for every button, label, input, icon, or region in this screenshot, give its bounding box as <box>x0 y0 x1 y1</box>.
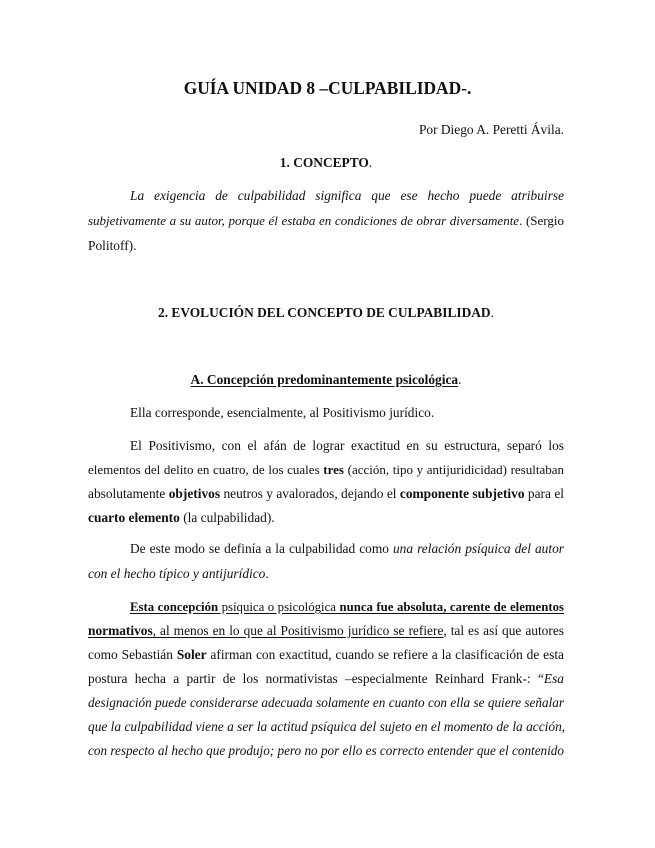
paragraph-2-line-3: absolutamente objetivos neutros y avalorados, dejando el componente subjetivo para el <box>88 486 564 501</box>
paragraph-1: Ella corresponde, esencialmente, al Positivismo jurídico. <box>130 405 435 420</box>
paragraph-4-line-4: postura hecha a partir de los normativistas –especialmente Reinhard Frank-: “Esa <box>88 671 564 686</box>
paragraph-3-line-1: De este modo se definía a la culpabilidad como una relación psíquica del autor <box>130 541 564 556</box>
concept-line-1: La exigencia de culpabilidad significa que ese hecho puede atribuirse <box>130 188 564 203</box>
paragraph-4-line-3: como Sebastián Soler afirman con exactitud, cuando se refiere a la clasificación de esta <box>88 647 564 662</box>
concept-line-3: Politoff). <box>88 238 137 253</box>
paragraph-4-line-6: que la culpabilidad viene a ser la actitud psíquica del sujeto en el momento de la acción, <box>88 719 566 734</box>
paragraph-3-line-2: con el hecho típico y antijurídico. <box>88 566 269 581</box>
paragraph-2-line-2: elementos del delito en cuatro, de los cuales tres (acción, tipo y antijuridicidad) resultaban <box>88 462 564 477</box>
concept-line-2: subjetivamente a su autor, porque él estaba en condiciones de obrar diversamente. (Sergio <box>88 213 564 228</box>
paragraph-2-line-4: cuarto elemento (la culpabilidad). <box>88 510 275 525</box>
subsection-a-heading: A. Concepción predominantemente psicológica. <box>190 372 462 387</box>
paragraph-4-line-5: designación puede considerarse adecuada solamente en cuanto con ella se quiere señalar <box>88 695 564 710</box>
section-2-heading: 2. EVOLUCIÓN DEL CONCEPTO DE CULPABILIDAD. <box>158 305 494 320</box>
section-1-heading: 1. CONCEPTO. <box>279 155 373 170</box>
paragraph-4-line-2: normativos, al menos en lo que al Positivismo jurídico se refiere, tal es así que autores <box>88 623 564 638</box>
document-title: GUÍA UNIDAD 8 –CULPABILIDAD-. <box>183 78 472 98</box>
author-line: Por Diego A. Peretti Ávila. <box>418 122 564 137</box>
paragraph-4-line-7: con respecto al hecho que produjo; pero no por ello es correcto entender que el contenido <box>88 743 564 758</box>
paragraph-2-line-1: El Positivismo, con el afán de lograr exactitud en su estructura, separó los <box>130 438 564 453</box>
paragraph-4-line-1: Esta concepción psíquica o psicológica nunca fue absoluta, carente de elementos <box>130 600 564 614</box>
